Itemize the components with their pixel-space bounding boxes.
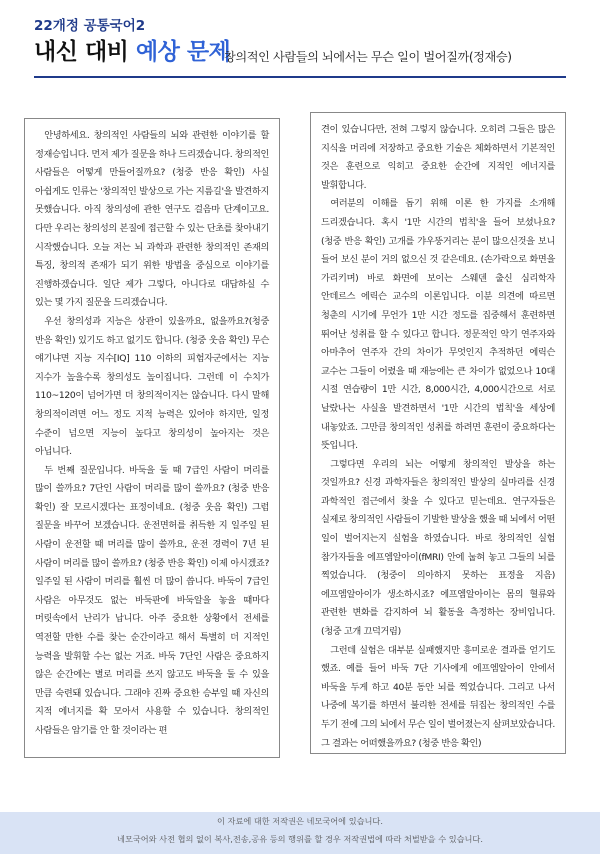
page-header: [0, 0, 600, 112]
paragraph-3: 두 번째 질문입니다. 바둑을 둘 때 7급인 사람이 머리를 많이 쓸까요? 7단인 사람이 머리를 많이 쓸까요? (청중 반응 확인) 잘 모르시겠다는 표정이네요. (청중 웃음 확인) 그럼 질문을 바꾸어 보겠습니다. 운전면허를 취득한 지 일주일 된 사람이 운전할 때 머리를 많이 쓸까요, 운전 경력이 7년 된 사람이 머리를 많이 쓸까요? (청중 반응 확인) 이제 아시겠죠? 일주일 된 사람이 머리를 훨씬 더 많이 씁니다. 바둑이 7급인 사람은 아무것도 없는 바둑판에 바둑알을 놓을 때마다 머릿속에서 난리가 납니다. 아주 중요한 상황에서 전세를 역전할 만한 수를 찾는 순간이라고 해서 특별히 더 지적인 능력을 발휘할 수는 없는 거죠. 바둑 7단인 사람은 중요하지 않은 순간에는 별로 머리를 쓰지 않고도 바둑을 둘 수 있을 만큼 숙련돼 있습니다. 그래야 진짜 중요한 승부일 때 자신의 지적 에너지를 확 모아서 사용할 수 있습니다. 창의적인 사람들은 암기를 안 할 것이라는 편: [35, 464, 269, 736]
title-part-a: 내신 대비: [34, 39, 136, 65]
course-label: 22개정 공통국어2: [34, 18, 146, 34]
paragraph-2: 우선 창의성과 지능은 상관이 있을까요, 없을까요?(청중 반응 확인) 있기도 하고 없기도 합니다. (청중 웃음 확인) 무슨 얘기냐면 지능 지수[IQ] 110 이하의 피험자군에서는 지능 지수가 높을수록 창의성도 높이집니다. 그런데 이 수치가 110~120이 넘어가면 더 창의적이지는 않습니다. 다시 말해 창의적이려면 어느 정도 지적 능력은 있어야 하지만, 일정 수준이 넘으면 지능이 높다고 창의성이 높아지는 것은 아닙니다.: [35, 315, 269, 458]
right-text-column: [310, 112, 566, 754]
header-divider: [34, 76, 566, 78]
paragraph-1: 안녕하세요. 창의적인 사람들의 뇌와 관련한 이야기를 할 정재승입니다. 먼저 제가 질문을 하나 드리겠습니다. 창의적인 사람들은 어떻게 만들어질까요? (청중 반응 확인) 사실 아쉽게도 인류는 '창의적인 발상으로 가는 지름길'을 발견하지 못했습니다. 아직 창의성에 관한 연구도 걸음마 단계이고요. 다만 우리는 창의성의 본질에 접근할 수 있는 단초를 찾아내기 시작했습니다. 오늘 저는 뇌 과학과 관련한 창의적인 존재의 특징, 창의적 존재가 되기 위한 방법을 중심으로 이야기를 진행하겠습니다. 일단 제가 그렇다, 아니다로 대답하실 수 있는 몇 가지 질문을 드리겠습니다.: [35, 130, 269, 309]
paragraph-7: 그런데 실험은 대부분 실패했지만 흥미로운 결과를 얻기도 했죠. 예를 들어 바둑 7단 기사에게 에프엠알아이 안에서 바둑을 두게 하고 40분 동안 뇌를 찍었습니다. 그리고 나서 나중에 복기를 하면서 불리한 전세를 뒤집는 창의적인 수를 두기 전에 그의 뇌에서 무슨 일이 벌어졌는지 살펴보았습니다. 그 결과는 어떠했을까요? (청중 반응 확인): [321, 644, 555, 749]
left-text-column: [24, 118, 280, 758]
paragraph-6: 그렇다면 우리의 뇌는 어떻게 창의적인 발상을 하는 것일까요? 신경 과학자들은 창의적인 발상의 실마리를 신경 과학적인 접근에서 찾을 수 있다고 믿는데요. 연구자들은 실제로 창의적인 사람들이 기발한 발상을 했을 때 뇌에서 어떤 일이 벌어지는지 실험을 하였습니다. 바로 창의적인 실험 참가자들을 에프엠알아이(fMRI) 안에 눕혀 놓고 그들의 뇌를 찍었습니다. (청중이 의아하지 못하는 표정을 지음) 에프엠알아이가 생소하시죠? 에프엠알아이는 몸의 혈류와 관련한 변화를 감지하여 뇌 활동을 측정하는 장비입니다. (청중 고개 끄덕거림): [321, 458, 555, 638]
passage-title: 창의적인 사람들의 뇌에서는 무슨 일이 벌어질까(정재승): [224, 50, 512, 64]
copyright-line-1: 이 자료에 대한 저작권은 네모국어에 있습니다.: [217, 816, 383, 826]
copyright-line-2: 네모국어와 사전 협의 없이 복사,전송,공유 등의 행위를 할 경우 저작권법에 따라 처벌받을 수 있습니다.: [117, 834, 483, 844]
paragraph-4: 견이 있습니다만, 전혀 그렇지 않습니다. 오히려 그들은 많은 지식을 머리에 저장하고 중요한 기술은 체화하면서 기본적인 것은 훈련으로 익히고 중요한 순간에 지적인 에너지를 발휘합니다.: [321, 124, 555, 191]
paragraph-5: 여러분의 이해를 돕기 위해 이론 한 가지를 소개해 드리겠습니다. 혹시 '1만 시간의 법칙'을 들어 보셨나요? (청중 반응 확인) 고개를 갸우뚱거리는 분이 많으신것을 보니 들어 보신 분이 거의 없으신 것 같은데요. (손가락으로 화면을 가리키며) 바로 화면에 보이는 스웨덴 출신 심리학자 안데르스 에릭슨 교수의 이론입니다. 이분 의견에 따르면 청춘의 시기에 무언가 1만 시간 정도를 집중해서 훈련하면 뛰어난 성취를 할 수 있다고 합니다. 정문적인 악기 연주자와 아마추어 연주자 간의 차이가 무엇인지 추적하던 에릭슨 교수는 그들이 어렸을 때 재능에는 큰 차이가 없었으나 10대 시절 연습량이 1만 시간, 8,000시간, 4,000시간으로 서로 날랐나는 사실을 발견하면서 '1만 시간의 법칙'을 세상에 내놓았죠. 그만큼 창의적인 성취를 하려면 훈련이 중요하다는 뜻입니다.: [321, 198, 555, 452]
title-part-b: 예상 문제: [135, 39, 231, 65]
page-title: [34, 33, 230, 66]
